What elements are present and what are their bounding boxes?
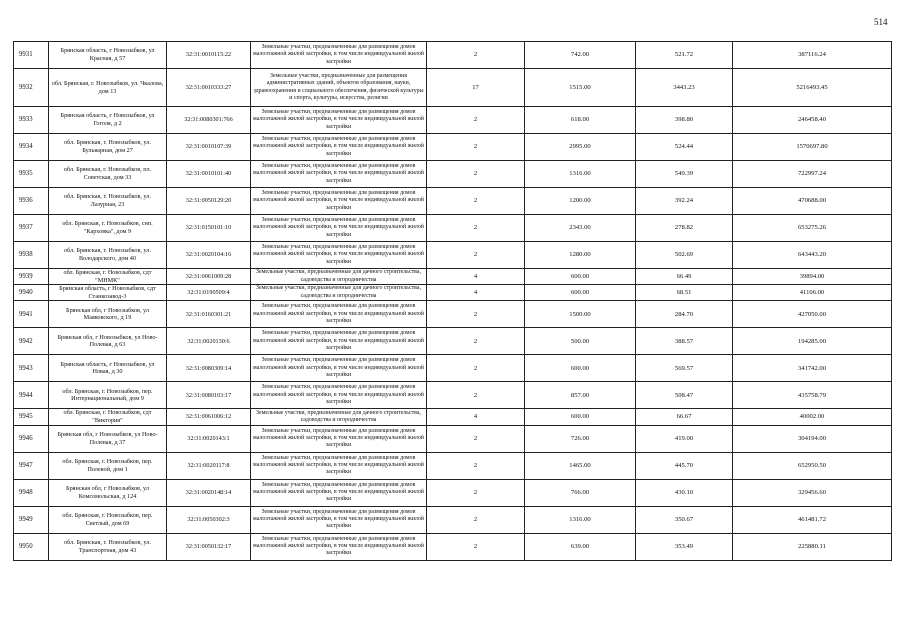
cadastral-value-cell: 304194.00 bbox=[733, 425, 892, 452]
cadastral-value-cell: 387116.24 bbox=[733, 42, 892, 69]
specific-value-cell: 66.67 bbox=[636, 409, 733, 425]
permitted-use-cell: Земельные участки, предназначенные для размещения домов малоэтажной жилой застройки, в том числе индивидуальной жилой застройки bbox=[251, 452, 427, 479]
cadastral-number-cell: 32:31:0061009:28 bbox=[167, 269, 251, 285]
specific-value-cell: 508.47 bbox=[636, 382, 733, 409]
category-cell: 2 bbox=[427, 188, 525, 215]
row-number-cell: 9942 bbox=[14, 328, 49, 355]
specific-value-cell: 569.57 bbox=[636, 355, 733, 382]
cadastral-value-cell: 1570697.80 bbox=[733, 134, 892, 161]
page-number: 514 bbox=[874, 17, 888, 27]
row-number-cell: 9935 bbox=[14, 161, 49, 188]
address-cell: обл. Брянская, г. Новозыбков, сдт "Виктория" bbox=[49, 409, 167, 425]
specific-value-cell: 419.00 bbox=[636, 425, 733, 452]
cadastral-number-cell: 32:31:0150101:10 bbox=[167, 215, 251, 242]
permitted-use-cell: Земельные участки, предназначенные для размещения домов малоэтажной жилой застройки, в том числе индивидуальной жилой застройки bbox=[251, 506, 427, 533]
cadastral-value-cell: 225880.11 bbox=[733, 533, 892, 560]
row-number-cell: 9933 bbox=[14, 107, 49, 134]
category-cell: 2 bbox=[427, 242, 525, 269]
permitted-use-cell: Земельные участки, предназначенные для размещения домов малоэтажной жилой застройки, в том числе индивидуальной жилой застройки bbox=[251, 107, 427, 134]
address-cell: Брянская обл, г Новозыбков, ул Маяковского, д 19 bbox=[49, 301, 167, 328]
category-cell: 2 bbox=[427, 42, 525, 69]
row-number-cell: 9937 bbox=[14, 215, 49, 242]
cadastral-value-cell: 653275.26 bbox=[733, 215, 892, 242]
area-cell: 1280.00 bbox=[525, 242, 636, 269]
table-row bbox=[14, 425, 892, 452]
row-number-cell: 9944 bbox=[14, 382, 49, 409]
category-cell: 2 bbox=[427, 533, 525, 560]
row-number-cell: 9940 bbox=[14, 285, 49, 301]
address-cell: Брянская область, г Новозыбков, ул Красная, д 57 bbox=[49, 42, 167, 69]
cadastral-number-cell: 32:31:0020117:8 bbox=[167, 452, 251, 479]
specific-value-cell: 430.10 bbox=[636, 479, 733, 506]
cadastral-value-cell: 5216493.45 bbox=[733, 69, 892, 107]
category-cell: 2 bbox=[427, 382, 525, 409]
table-row bbox=[14, 188, 892, 215]
specific-value-cell: 524.44 bbox=[636, 134, 733, 161]
specific-value-cell: 445.70 bbox=[636, 452, 733, 479]
category-cell: 2 bbox=[427, 215, 525, 242]
table-row bbox=[14, 452, 892, 479]
cadastral-number-cell: 32:31:0020130:6 bbox=[167, 328, 251, 355]
address-cell: обл. Брянская, г. Новозыбков, ул. Бульварная, дом 27 bbox=[49, 134, 167, 161]
cadastral-value-cell: 329456.60 bbox=[733, 479, 892, 506]
address-cell: Брянская область, г Новозыбков, ул Новая, д 30 bbox=[49, 355, 167, 382]
address-cell: Брянская область, г Новозыбков, сдт Станкозавод-3 bbox=[49, 285, 167, 301]
area-cell: 726.00 bbox=[525, 425, 636, 452]
area-cell: 1500.00 bbox=[525, 301, 636, 328]
cadastral-value-cell: 194285.00 bbox=[733, 328, 892, 355]
permitted-use-cell: Земельные участки, предназначенные для размещения домов малоэтажной жилой застройки, в том числе индивидуальной жилой застройки bbox=[251, 215, 427, 242]
area-cell: 766.00 bbox=[525, 479, 636, 506]
category-cell: 2 bbox=[427, 425, 525, 452]
area-cell: 600.00 bbox=[525, 285, 636, 301]
category-cell: 2 bbox=[427, 479, 525, 506]
cadastral-number-cell: 32:31:0050129:20 bbox=[167, 188, 251, 215]
cadastral-number-cell: 32:31:0020148:14 bbox=[167, 479, 251, 506]
cadastral-value-cell: 246458.40 bbox=[733, 107, 892, 134]
table-row bbox=[14, 409, 892, 425]
area-cell: 600.00 bbox=[525, 409, 636, 425]
land-register-table bbox=[13, 41, 892, 561]
permitted-use-cell: Земельные участки, предназначенные для дачного строительства, садоводства и огородничества bbox=[251, 269, 427, 285]
area-cell: 857.00 bbox=[525, 382, 636, 409]
permitted-use-cell: Земельные участки, предназначенные для размещения домов малоэтажной жилой застройки, в том числе индивидуальной жилой застройки bbox=[251, 328, 427, 355]
cadastral-value-cell: 461481.72 bbox=[733, 506, 892, 533]
category-cell: 17 bbox=[427, 69, 525, 107]
address-cell: Брянская обл, г Новозыбков, ул Ново-Полевая, д 63 bbox=[49, 328, 167, 355]
address-cell: обл. Брянская, г. Новозыбков, ул. Чкалова, дом 13 bbox=[49, 69, 167, 107]
permitted-use-cell: Земельные участки, предназначенные для размещения домов малоэтажной жилой застройки, в том числе индивидуальной жилой застройки bbox=[251, 242, 427, 269]
address-cell: Брянская область, г Новозыбков, ул Гоголя, д 2 bbox=[49, 107, 167, 134]
permitted-use-cell: Земельные участки, предназначенные для размещения домов малоэтажной жилой застройки, в том числе индивидуальной жилой застройки bbox=[251, 479, 427, 506]
specific-value-cell: 350.67 bbox=[636, 506, 733, 533]
cadastral-value-cell: 722997.24 bbox=[733, 161, 892, 188]
address-cell: обл. Брянская, г. Новозыбков, пер. Полевой, дом 1 bbox=[49, 452, 167, 479]
category-cell: 2 bbox=[427, 107, 525, 134]
cadastral-value-cell: 40002.00 bbox=[733, 409, 892, 425]
area-cell: 600.00 bbox=[525, 269, 636, 285]
category-cell: 2 bbox=[427, 301, 525, 328]
row-number-cell: 9932 bbox=[14, 69, 49, 107]
area-cell: 618.00 bbox=[525, 107, 636, 134]
area-cell: 2995.00 bbox=[525, 134, 636, 161]
table-row bbox=[14, 42, 892, 69]
cadastral-value-cell: 427050.00 bbox=[733, 301, 892, 328]
cadastral-number-cell: 32:31:0050302:3 bbox=[167, 506, 251, 533]
permitted-use-cell: Земельные участки, предназначенные для размещения домов малоэтажной жилой застройки, в том числе индивидуальной жилой застройки bbox=[251, 188, 427, 215]
table-row bbox=[14, 107, 892, 134]
permitted-use-cell: Земельные участки, предназначенные для размещения домов малоэтажной жилой застройки, в том числе индивидуальной жилой застройки bbox=[251, 134, 427, 161]
permitted-use-cell: Земельные участки, предназначенные для размещения домов малоэтажной жилой застройки, в том числе индивидуальной жилой застройки bbox=[251, 425, 427, 452]
area-cell: 1316.00 bbox=[525, 506, 636, 533]
cadastral-number-cell: 32:31:0010107:39 bbox=[167, 134, 251, 161]
address-cell: обл. Брянская, г. Новозыбков, ул. Транспортная, дом 43 bbox=[49, 533, 167, 560]
area-cell: 1515.00 bbox=[525, 69, 636, 107]
permitted-use-cell: Земельные участки, предназначенные для размещения административных зданий, объектов образования, науки, здравоохранения и социального обеспечения, физической культуры и спорта, культуры, искусства, религии bbox=[251, 69, 427, 107]
area-cell: 1316.00 bbox=[525, 161, 636, 188]
cadastral-number-cell: 32:31:0080103:17 bbox=[167, 382, 251, 409]
cadastral-number-cell: 32:31:0020143:1 bbox=[167, 425, 251, 452]
table-row bbox=[14, 161, 892, 188]
permitted-use-cell: Земельные участки, предназначенные для размещения домов малоэтажной жилой застройки, в том числе индивидуальной жилой застройки bbox=[251, 161, 427, 188]
specific-value-cell: 3443.23 bbox=[636, 69, 733, 107]
row-number-cell: 9949 bbox=[14, 506, 49, 533]
specific-value-cell: 278.82 bbox=[636, 215, 733, 242]
table-row bbox=[14, 533, 892, 560]
specific-value-cell: 502.69 bbox=[636, 242, 733, 269]
table-row bbox=[14, 69, 892, 107]
category-cell: 2 bbox=[427, 161, 525, 188]
category-cell: 2 bbox=[427, 134, 525, 161]
table-row bbox=[14, 506, 892, 533]
cadastral-number-cell: 32:31:0061006:12 bbox=[167, 409, 251, 425]
area-cell: 639.00 bbox=[525, 533, 636, 560]
table-row bbox=[14, 355, 892, 382]
cadastral-number-cell: 32:31:0080309:14 bbox=[167, 355, 251, 382]
row-number-cell: 9947 bbox=[14, 452, 49, 479]
specific-value-cell: 392.24 bbox=[636, 188, 733, 215]
table-row bbox=[14, 382, 892, 409]
cadastral-number-cell: 32:31:0010115:22 bbox=[167, 42, 251, 69]
category-cell: 2 bbox=[427, 355, 525, 382]
cadastral-number-cell: 32:31:0080301:766 bbox=[167, 107, 251, 134]
cadastral-value-cell: 41106.00 bbox=[733, 285, 892, 301]
specific-value-cell: 353.49 bbox=[636, 533, 733, 560]
table-row bbox=[14, 285, 892, 301]
row-number-cell: 9950 bbox=[14, 533, 49, 560]
cadastral-value-cell: 341742.00 bbox=[733, 355, 892, 382]
cadastral-value-cell: 643443.20 bbox=[733, 242, 892, 269]
specific-value-cell: 68.51 bbox=[636, 285, 733, 301]
specific-value-cell: 521.72 bbox=[636, 42, 733, 69]
address-cell: обл. Брянская, г. Новозыбков, пер. Интернациональный, дом 9 bbox=[49, 382, 167, 409]
specific-value-cell: 398.80 bbox=[636, 107, 733, 134]
row-number-cell: 9948 bbox=[14, 479, 49, 506]
row-number-cell: 9936 bbox=[14, 188, 49, 215]
area-cell: 1465.00 bbox=[525, 452, 636, 479]
area-cell: 1200.00 bbox=[525, 188, 636, 215]
category-cell: 4 bbox=[427, 269, 525, 285]
permitted-use-cell: Земельные участки, предназначенные для дачного строительства, садоводства и огородничества bbox=[251, 409, 427, 425]
cadastral-number-cell: 32:31:0020104:16 bbox=[167, 242, 251, 269]
area-cell: 2343.00 bbox=[525, 215, 636, 242]
address-cell: Брянская обл, г Новозыбков, ул Ново-Полевая, д 37 bbox=[49, 425, 167, 452]
table-row bbox=[14, 479, 892, 506]
table-row bbox=[14, 301, 892, 328]
specific-value-cell: 284.70 bbox=[636, 301, 733, 328]
address-cell: обл. Брянская, г. Новозыбков, сдт "МНМК" bbox=[49, 269, 167, 285]
area-cell: 600.00 bbox=[525, 355, 636, 382]
table-row bbox=[14, 134, 892, 161]
cadastral-value-cell: 470688.00 bbox=[733, 188, 892, 215]
row-number-cell: 9946 bbox=[14, 425, 49, 452]
table-row bbox=[14, 328, 892, 355]
permitted-use-cell: Земельные участки, предназначенные для дачного строительства, садоводства и огородничества bbox=[251, 285, 427, 301]
permitted-use-cell: Земельные участки, предназначенные для размещения домов малоэтажной жилой застройки, в том числе индивидуальной жилой застройки bbox=[251, 382, 427, 409]
cadastral-number-cell: 32:31:0050132:17 bbox=[167, 533, 251, 560]
address-cell: Брянская обл, г Новозыбков, ул Комсомольская, д 124 bbox=[49, 479, 167, 506]
category-cell: 2 bbox=[427, 328, 525, 355]
area-cell: 500.00 bbox=[525, 328, 636, 355]
cadastral-value-cell: 39894.00 bbox=[733, 269, 892, 285]
permitted-use-cell: Земельные участки, предназначенные для размещения домов малоэтажной жилой застройки, в том числе индивидуальной жилой застройки bbox=[251, 533, 427, 560]
specific-value-cell: 549.39 bbox=[636, 161, 733, 188]
specific-value-cell: 66.49 bbox=[636, 269, 733, 285]
table-row bbox=[14, 215, 892, 242]
row-number-cell: 9945 bbox=[14, 409, 49, 425]
address-cell: обл. Брянская, г. Новозыбков, ул. Лазурная, 23 bbox=[49, 188, 167, 215]
permitted-use-cell: Земельные участки, предназначенные для размещения домов малоэтажной жилой застройки, в том числе индивидуальной жилой застройки bbox=[251, 301, 427, 328]
permitted-use-cell: Земельные участки, предназначенные для размещения домов малоэтажной жилой застройки, в том числе индивидуальной жилой застройки bbox=[251, 355, 427, 382]
cadastral-value-cell: 652950.50 bbox=[733, 452, 892, 479]
row-number-cell: 9934 bbox=[14, 134, 49, 161]
table-row bbox=[14, 242, 892, 269]
category-cell: 2 bbox=[427, 506, 525, 533]
row-number-cell: 9938 bbox=[14, 242, 49, 269]
category-cell: 4 bbox=[427, 285, 525, 301]
area-cell: 742.00 bbox=[525, 42, 636, 69]
row-number-cell: 9931 bbox=[14, 42, 49, 69]
cadastral-number-cell: 32:31:0160301:21 bbox=[167, 301, 251, 328]
address-cell: обл. Брянская, г. Новозыбков, ул. Володарского, дом 40 bbox=[49, 242, 167, 269]
address-cell: обл. Брянская, г. Новозыбков, снп. "Карховка", дом 9 bbox=[49, 215, 167, 242]
category-cell: 4 bbox=[427, 409, 525, 425]
table-row bbox=[14, 269, 892, 285]
row-number-cell: 9943 bbox=[14, 355, 49, 382]
cadastral-number-cell: 32:31:0010333:27 bbox=[167, 69, 251, 107]
category-cell: 2 bbox=[427, 452, 525, 479]
cadastral-number-cell: 32:31:0190509:4 bbox=[167, 285, 251, 301]
row-number-cell: 9941 bbox=[14, 301, 49, 328]
address-cell: обл. Брянская, г. Новозыбков, пл. Советская, дом 33 bbox=[49, 161, 167, 188]
cadastral-number-cell: 32:31:0010101:40 bbox=[167, 161, 251, 188]
cadastral-value-cell: 435758.79 bbox=[733, 382, 892, 409]
permitted-use-cell: Земельные участки, предназначенные для размещения домов малоэтажной жилой застройки, в том числе индивидуальной жилой застройки bbox=[251, 42, 427, 69]
row-number-cell: 9939 bbox=[14, 269, 49, 285]
address-cell: обл. Брянская, г. Новозыбков, пер. Светлый, дом 69 bbox=[49, 506, 167, 533]
specific-value-cell: 388.57 bbox=[636, 328, 733, 355]
